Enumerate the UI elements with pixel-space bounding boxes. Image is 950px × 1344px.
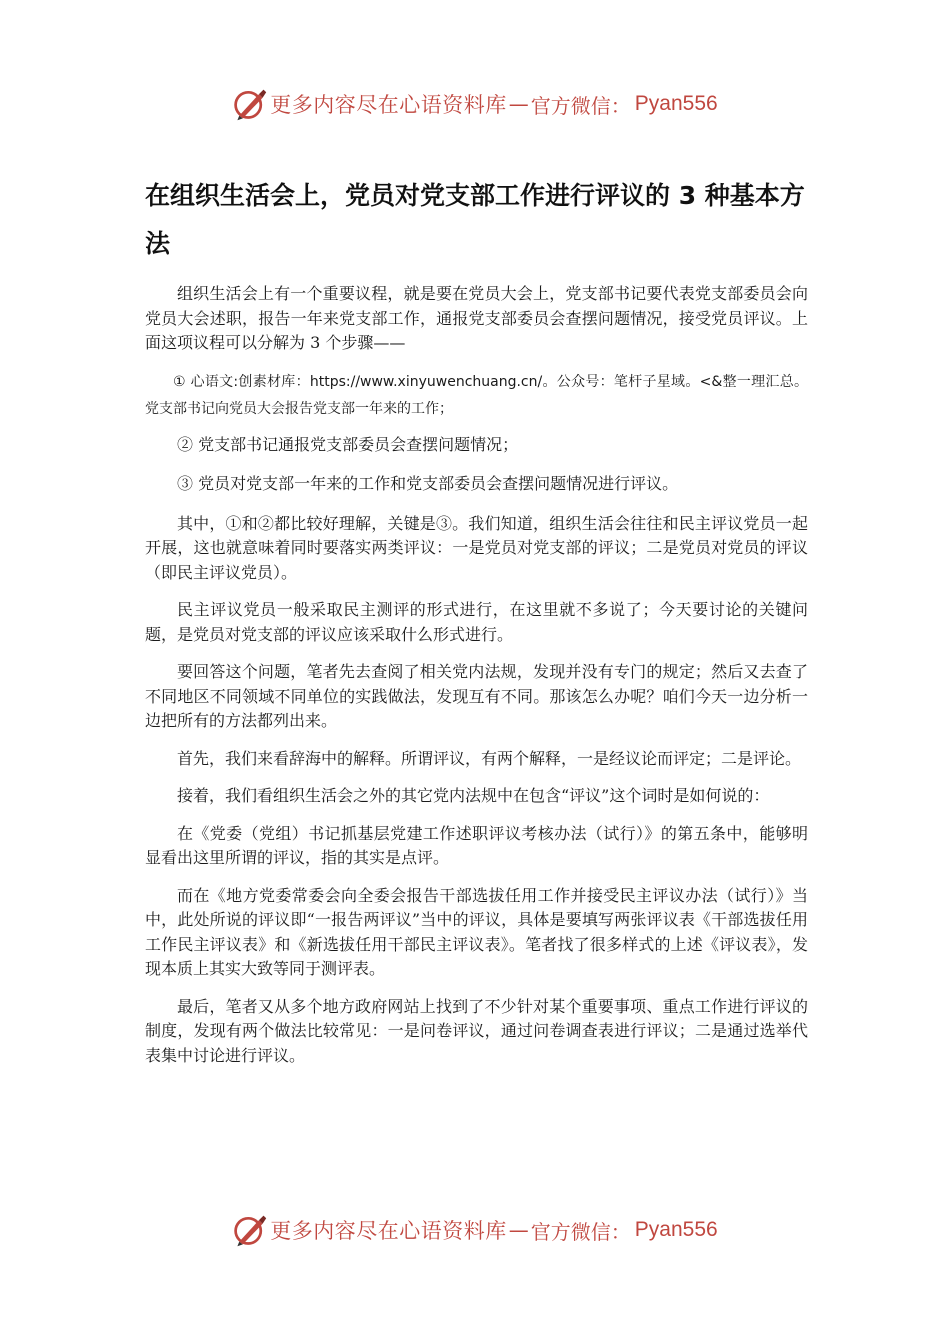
pen-logo-icon <box>232 1212 268 1248</box>
banner-wechat-label: 官方微信： <box>530 1219 631 1244</box>
article-title: 在组织生活会上，党员对党支部工作进行评议的 3 种基本方法 <box>145 181 805 258</box>
article-body <box>145 282 808 1081</box>
paragraph: 接着，我们看组织生活会之外的其它党内法规中在包含“评议”这个词时是如何说的： <box>177 786 770 805</box>
banner-wechat-id: Pyan556 <box>634 1218 718 1241</box>
step-item-text: ① 心语文:创素材库：https://www.xinyuwenchuang.cn/。公众号：笔杆子星域。<&整一理汇总。党支部书记向党员大会报告党支部一年来的工作； <box>145 373 808 417</box>
footer-banner <box>0 1210 950 1250</box>
banner-slogan: 更多内容尽在心语资料库 <box>270 1219 507 1243</box>
paragraph: 组织生活会上有一个重要议程，就是要在党员大会上，党支部书记要代表党支部委员会向党员大会述职，报告一年来党支部工作，通报党支部委员会查摆问题情况，接受党员评议。上面这项议程可以分解为 3 个步骤—— <box>145 284 808 352</box>
paragraph: 最后，笔者又从多个地方政府网站上找到了不少针对某个重要事项、重点工作进行评议的制度，发现有两个做法比较常见：一是问卷评议，通过问卷调查表进行评议；二是通过选举代表集中讨论进行评议。 <box>145 996 808 1065</box>
step-item <box>145 369 808 423</box>
pen-logo-icon <box>232 86 268 122</box>
banner-wechat-id: Pyan556 <box>634 92 718 115</box>
paragraph: 在《党委（党组）书记抓基层党建工作述职评议考核办法（试行）》的第五条中，能够明显看出这里所谓的评议，指的其实是点评。 <box>145 823 808 867</box>
paragraph: 民主评议党员一般采取民主测评的形式进行，在这里就不多说了；今天要讨论的关键问题，是党员对党支部的评议应该采取什么形式进行。 <box>145 600 808 644</box>
banner-wechat-label: 官方微信： <box>530 93 631 118</box>
paragraph: 而在《地方党委常委会向全委会报告干部选拔任用工作并接受民主评议办法（试行）》当中，此处所说的评议即“一报告两评议”当中的评议，具体是要填写两张评议表《干部选拔任用工作民主评议表》和《新选拔任用干部民主评议表》。笔者找了很多样式的上述《评议表》，发现本质上其实大致等同于测评表。 <box>145 885 808 978</box>
banner-dash: — <box>508 1218 529 1242</box>
banner-slogan: 更多内容尽在心语资料库 <box>270 93 507 117</box>
paragraph: 首先，我们来看辞海中的解释。所谓评议，有两个解释，一是经议论而评定；二是评论。 <box>177 748 802 768</box>
paragraph: 其中，①和②都比较好理解，关键是③。我们知道，组织生活会往往和民主评议党员一起开展，这也就意味着同时要落实两类评议：一是党员对党支部的评议；二是党员对党员的评议（即民主评议党员）。 <box>145 513 808 582</box>
step-item: ③ 党员对党支部一年来的工作和党支部委员会查摆问题情况进行评议。 <box>177 474 679 493</box>
step-item: ② 党支部书记通报党支部委员会查摆问题情况； <box>177 434 519 454</box>
paragraph: 要回答这个问题，笔者先去查阅了相关党内法规，发现并没有专门的规定；然后又去查了不同地区不同领域不同单位的实践做法，发现互有不同。那该怎么办呢？咱们今天一边分析一边把所有的方法都列出来。 <box>145 662 808 730</box>
header-banner <box>0 84 950 124</box>
banner-dash: — <box>508 92 529 116</box>
